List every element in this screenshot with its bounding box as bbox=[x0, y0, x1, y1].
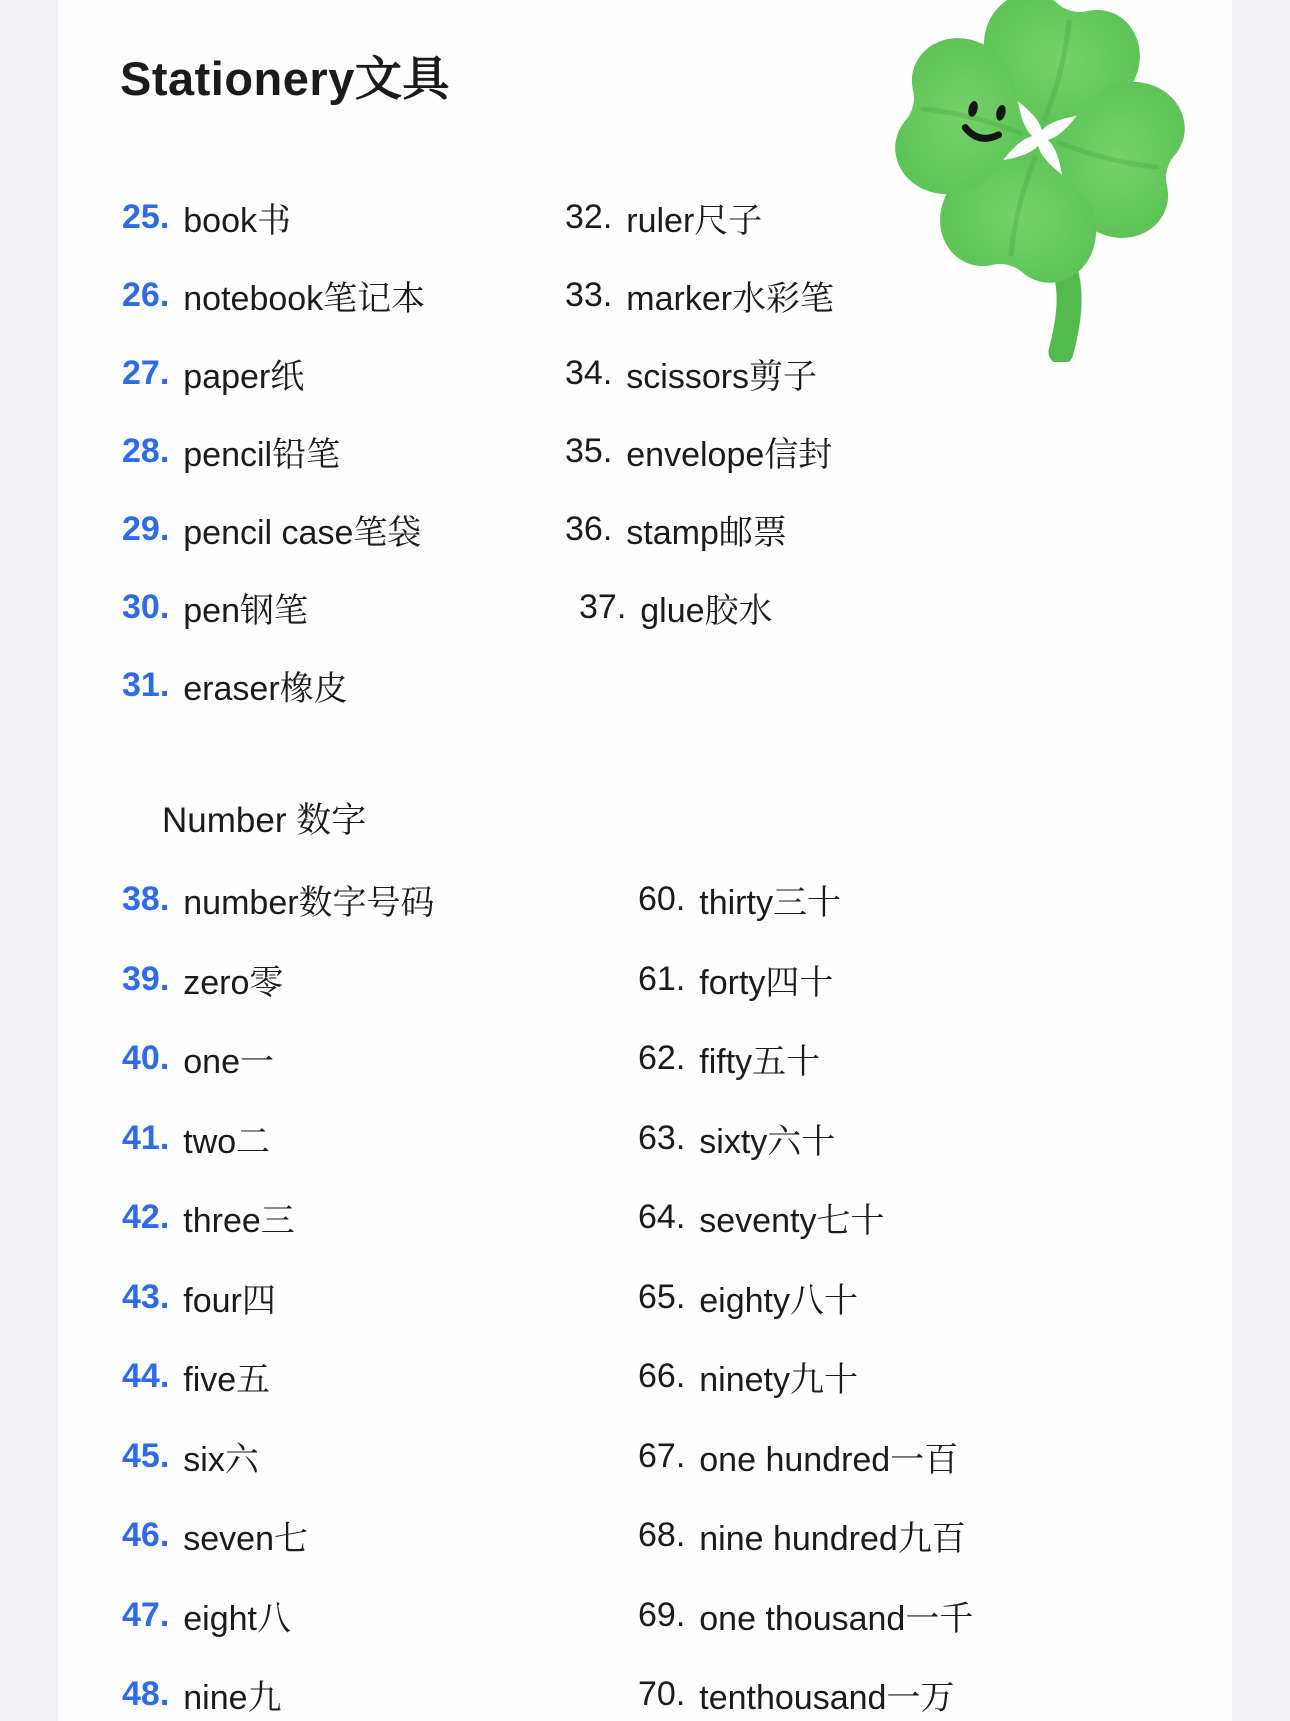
list-item bbox=[565, 334, 834, 412]
item-number: 63. bbox=[638, 1118, 686, 1157]
numbers-left-column bbox=[122, 860, 435, 1721]
list-item bbox=[122, 860, 435, 940]
list-item bbox=[565, 490, 834, 568]
list-item bbox=[638, 1258, 973, 1338]
item-word: envelope信封 bbox=[626, 435, 833, 474]
stationery-left-column bbox=[122, 178, 425, 724]
item-number: 65. bbox=[638, 1277, 686, 1316]
item-word: seven七 bbox=[183, 1520, 308, 1559]
list-item bbox=[122, 1417, 435, 1497]
item-number: 40. bbox=[122, 1039, 170, 1078]
item-word: three三 bbox=[183, 1202, 295, 1241]
item-word: zero零 bbox=[183, 963, 284, 1002]
item-number: 46. bbox=[122, 1516, 170, 1555]
list-item bbox=[122, 940, 435, 1020]
item-number: 37. bbox=[579, 587, 627, 626]
list-item bbox=[638, 860, 973, 940]
list-item bbox=[638, 1019, 973, 1099]
item-number: 27. bbox=[122, 353, 170, 392]
item-number: 70. bbox=[638, 1675, 686, 1714]
item-number: 45. bbox=[122, 1436, 170, 1475]
item-number: 62. bbox=[638, 1039, 686, 1078]
numbers-right-column bbox=[638, 860, 973, 1721]
item-number: 61. bbox=[638, 959, 686, 998]
item-number: 36. bbox=[565, 509, 613, 548]
item-number: 48. bbox=[122, 1675, 170, 1714]
item-word: glue胶水 bbox=[640, 591, 773, 630]
item-number: 35. bbox=[565, 431, 613, 470]
item-number: 42. bbox=[122, 1198, 170, 1237]
item-number: 47. bbox=[122, 1595, 170, 1634]
item-word: one hundred一百 bbox=[699, 1440, 959, 1479]
list-item bbox=[122, 334, 425, 412]
list-item bbox=[565, 568, 834, 646]
item-number: 28. bbox=[122, 431, 170, 470]
right-edge-strip bbox=[1232, 0, 1290, 1721]
item-word: five五 bbox=[183, 1361, 271, 1400]
item-word: nine hundred九百 bbox=[699, 1520, 966, 1559]
item-word: scissors剪子 bbox=[626, 357, 818, 396]
item-word: fifty五十 bbox=[699, 1043, 821, 1082]
list-item bbox=[638, 1337, 973, 1417]
item-word: pencil铅笔 bbox=[183, 435, 341, 474]
item-number: 64. bbox=[638, 1198, 686, 1237]
item-word: pen钢笔 bbox=[183, 591, 308, 630]
list-item bbox=[122, 646, 425, 724]
list-item bbox=[638, 1576, 973, 1656]
list-item bbox=[122, 256, 425, 334]
clover-leaves bbox=[871, 0, 1209, 307]
list-item bbox=[122, 568, 425, 646]
item-word: seventy七十 bbox=[699, 1202, 885, 1241]
item-number: 26. bbox=[122, 275, 170, 314]
item-number: 66. bbox=[638, 1357, 686, 1396]
list-item bbox=[638, 1417, 973, 1497]
item-word: six六 bbox=[183, 1440, 259, 1479]
item-number: 32. bbox=[565, 197, 613, 236]
item-number: 69. bbox=[638, 1595, 686, 1634]
item-word: one thousand一千 bbox=[699, 1599, 974, 1638]
stationery-right-column bbox=[565, 178, 834, 646]
item-number: 39. bbox=[122, 959, 170, 998]
item-word: eighty八十 bbox=[699, 1281, 858, 1320]
list-item bbox=[638, 1496, 973, 1576]
list-item bbox=[638, 1655, 973, 1721]
item-word: pencil case笔袋 bbox=[183, 513, 422, 552]
item-number: 41. bbox=[122, 1118, 170, 1157]
list-item bbox=[122, 490, 425, 568]
clover-image bbox=[835, 0, 1235, 362]
item-number: 60. bbox=[638, 880, 686, 919]
item-word: tenthousand一万 bbox=[699, 1679, 955, 1718]
list-item bbox=[638, 1099, 973, 1179]
item-word: eraser橡皮 bbox=[183, 669, 348, 708]
list-item bbox=[122, 178, 425, 256]
list-item bbox=[638, 1178, 973, 1258]
item-word: two二 bbox=[183, 1122, 271, 1161]
item-word: four四 bbox=[183, 1281, 276, 1320]
item-number: 25. bbox=[122, 197, 170, 236]
item-number: 38. bbox=[122, 880, 170, 919]
item-word: one一 bbox=[183, 1043, 274, 1082]
item-word: thirty三十 bbox=[699, 884, 841, 923]
list-item bbox=[122, 1258, 435, 1338]
list-item bbox=[122, 1337, 435, 1417]
list-item bbox=[122, 1496, 435, 1576]
page-title: Stationery文具 bbox=[120, 52, 450, 105]
item-word: forty四十 bbox=[699, 963, 834, 1002]
item-word: eight八 bbox=[183, 1599, 291, 1638]
list-item bbox=[122, 1019, 435, 1099]
item-number: 67. bbox=[638, 1436, 686, 1475]
item-word: book书 bbox=[183, 201, 291, 240]
item-word: notebook笔记本 bbox=[183, 279, 426, 318]
item-word: paper纸 bbox=[183, 357, 305, 396]
left-edge-strip bbox=[0, 0, 58, 1721]
list-item bbox=[122, 1178, 435, 1258]
item-number: 68. bbox=[638, 1516, 686, 1555]
item-number: 31. bbox=[122, 665, 170, 704]
list-item bbox=[565, 412, 834, 490]
list-item bbox=[122, 412, 425, 490]
item-number: 30. bbox=[122, 587, 170, 626]
item-number: 33. bbox=[565, 275, 613, 314]
item-word: marker水彩笔 bbox=[626, 279, 835, 318]
list-item bbox=[122, 1655, 435, 1721]
item-word: ruler尺子 bbox=[626, 201, 763, 240]
item-word: sixty六十 bbox=[699, 1122, 836, 1161]
list-item bbox=[565, 178, 834, 256]
item-word: nine九 bbox=[183, 1679, 282, 1718]
item-word: number数字号码 bbox=[183, 884, 435, 923]
list-item bbox=[122, 1576, 435, 1656]
item-number: 34. bbox=[565, 353, 613, 392]
item-word: stamp邮票 bbox=[626, 513, 787, 552]
item-number: 43. bbox=[122, 1277, 170, 1316]
item-number: 29. bbox=[122, 509, 170, 548]
list-item bbox=[122, 1099, 435, 1179]
item-number: 44. bbox=[122, 1357, 170, 1396]
section-title-numbers: Number 数字 bbox=[162, 801, 367, 840]
list-item bbox=[565, 256, 834, 334]
item-word: ninety九十 bbox=[699, 1361, 858, 1400]
list-item bbox=[638, 940, 973, 1020]
